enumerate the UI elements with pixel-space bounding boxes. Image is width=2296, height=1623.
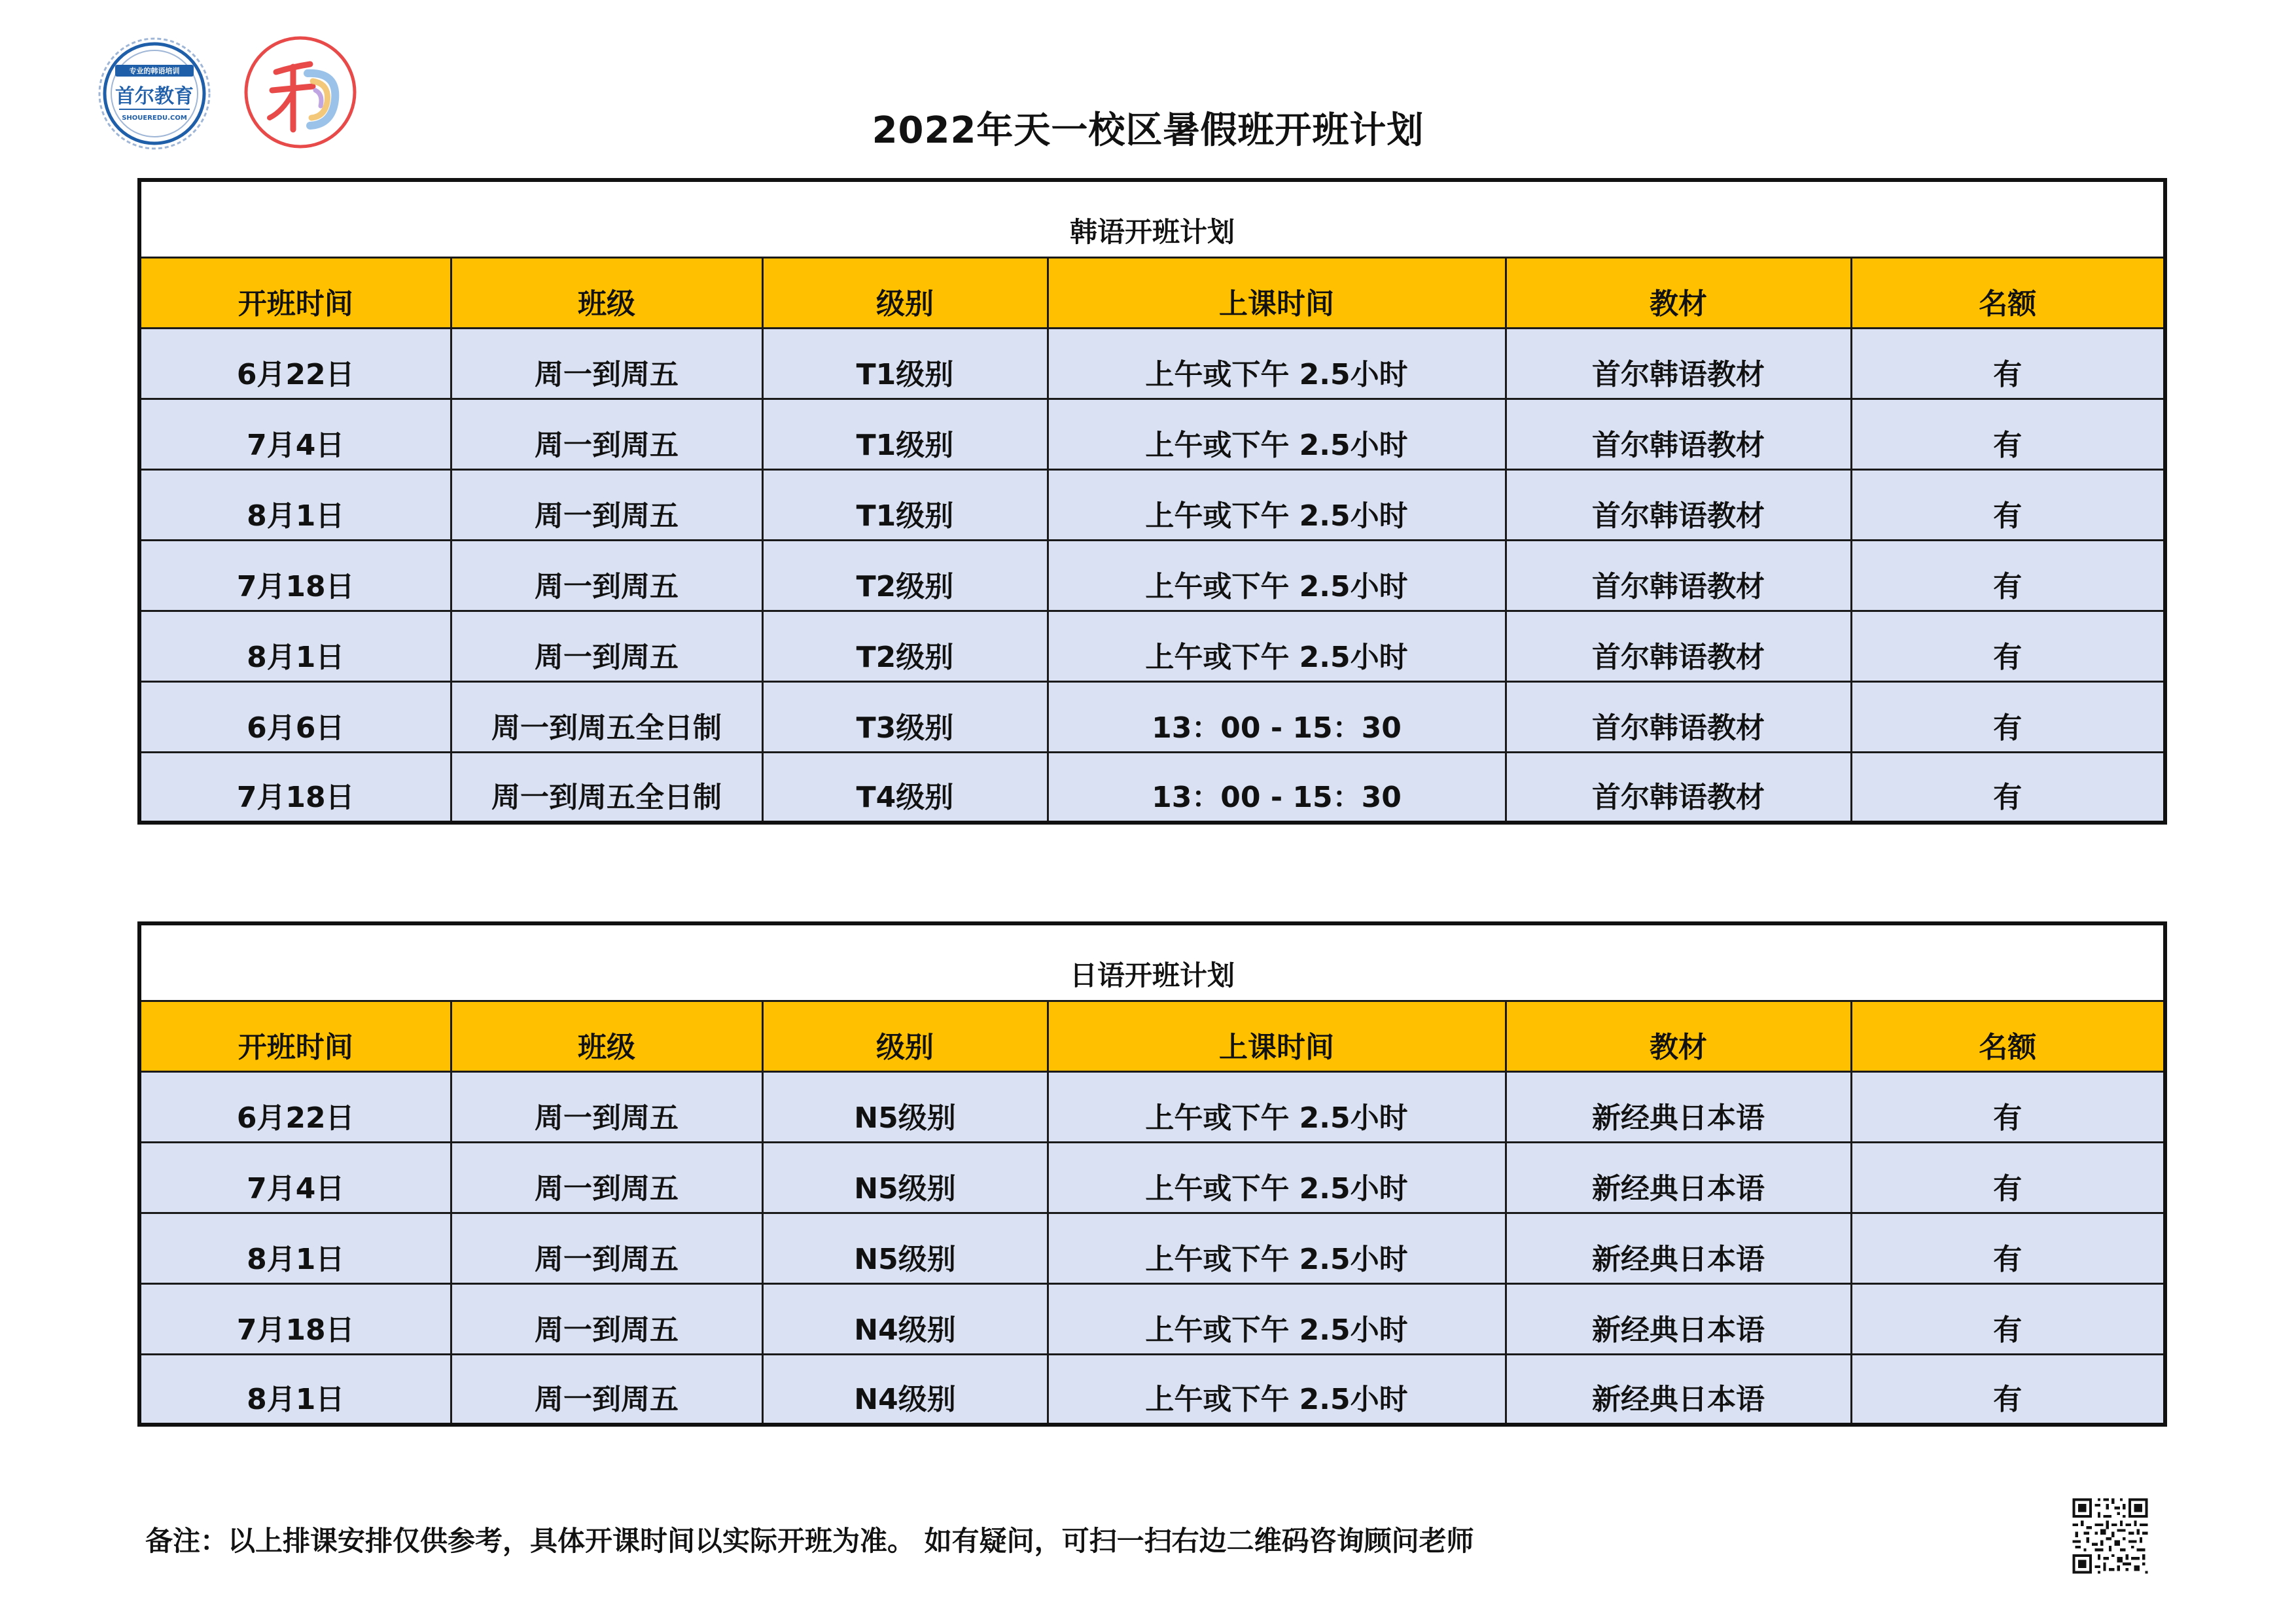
svg-text:首尔教育: 首尔教育 xyxy=(115,85,194,108)
cell-level: T1级别 xyxy=(762,469,1048,540)
cell-level: T1级别 xyxy=(762,399,1048,469)
cell-seats: 有 xyxy=(1851,1354,2165,1425)
cell-level: T2级别 xyxy=(762,611,1048,681)
cell-class-time: 上午或下午 2.5小时 xyxy=(1048,1354,1506,1425)
cell-class-time: 上午或下午 2.5小时 xyxy=(1048,1071,1506,1142)
cell-class-time: 13：00 - 15：30 xyxy=(1048,752,1506,823)
cell-class: 周一到周五全日制 xyxy=(451,681,762,752)
column-header-textbook: 教材 xyxy=(1506,257,1851,328)
footnote: 备注：以上排课安排仅供参考，具体开课时间以实际开班为准。 如有疑问，可扫一扫右边二维码咨询顾问老师 xyxy=(145,1525,1474,1557)
cell-textbook: 新经典日本语 xyxy=(1506,1071,1851,1142)
cell-start-date: 7月4日 xyxy=(139,399,451,469)
cell-class: 周一到周五 xyxy=(451,328,762,399)
cell-seats: 有 xyxy=(1851,1071,2165,1142)
cell-class-time: 上午或下午 2.5小时 xyxy=(1048,540,1506,611)
cell-seats: 有 xyxy=(1851,469,2165,540)
column-header-start-date: 开班时间 xyxy=(139,1001,451,1071)
cell-level: N5级别 xyxy=(762,1142,1048,1213)
cell-start-date: 7月18日 xyxy=(139,752,451,823)
cell-start-date: 8月1日 xyxy=(139,611,451,681)
cell-textbook: 首尔韩语教材 xyxy=(1506,752,1851,823)
cell-textbook: 新经典日本语 xyxy=(1506,1142,1851,1213)
cell-level: N5级别 xyxy=(762,1213,1048,1283)
cell-textbook: 首尔韩语教材 xyxy=(1506,469,1851,540)
table-caption-row xyxy=(139,180,2165,257)
cell-class-time: 上午或下午 2.5小时 xyxy=(1048,611,1506,681)
column-header-seats: 名额 xyxy=(1851,1001,2165,1071)
cell-start-date: 8月1日 xyxy=(139,1354,451,1425)
korean-class-plan-table xyxy=(137,178,2167,825)
column-header-class: 班级 xyxy=(451,1001,762,1071)
cell-class-time: 上午或下午 2.5小时 xyxy=(1048,1142,1506,1213)
table-header-row xyxy=(139,1001,2165,1071)
cell-level: T1级别 xyxy=(762,328,1048,399)
cell-class: 周一到周五 xyxy=(451,399,762,469)
column-header-level: 级别 xyxy=(762,257,1048,328)
cell-class-time: 上午或下午 2.5小时 xyxy=(1048,469,1506,540)
table-row xyxy=(139,1071,2165,1142)
cell-class: 周一到周五 xyxy=(451,540,762,611)
cell-start-date: 8月1日 xyxy=(139,1213,451,1283)
japanese-class-plan-table xyxy=(137,921,2167,1427)
cell-textbook: 首尔韩语教材 xyxy=(1506,328,1851,399)
column-header-textbook: 教材 xyxy=(1506,1001,1851,1071)
cell-class: 周一到周五全日制 xyxy=(451,752,762,823)
table-caption-row xyxy=(139,923,2165,1001)
cell-seats: 有 xyxy=(1851,328,2165,399)
cell-level: N4级别 xyxy=(762,1354,1048,1425)
cell-textbook: 首尔韩语教材 xyxy=(1506,611,1851,681)
cell-textbook: 新经典日本语 xyxy=(1506,1213,1851,1283)
table-row xyxy=(139,1283,2165,1354)
column-header-start-date: 开班时间 xyxy=(139,257,451,328)
table-row xyxy=(139,399,2165,469)
cell-class-time: 13：00 - 15：30 xyxy=(1048,681,1506,752)
cell-start-date: 6月6日 xyxy=(139,681,451,752)
cell-textbook: 新经典日本语 xyxy=(1506,1354,1851,1425)
table-row xyxy=(139,1142,2165,1213)
cell-class-time: 上午或下午 2.5小时 xyxy=(1048,1213,1506,1283)
cell-textbook: 首尔韩语教材 xyxy=(1506,540,1851,611)
cell-class-time: 上午或下午 2.5小时 xyxy=(1048,1283,1506,1354)
cell-start-date: 6月22日 xyxy=(139,1071,451,1142)
cell-seats: 有 xyxy=(1851,752,2165,823)
column-header-seats: 名额 xyxy=(1851,257,2165,328)
cell-level: T3级别 xyxy=(762,681,1048,752)
cell-start-date: 7月18日 xyxy=(139,540,451,611)
cell-seats: 有 xyxy=(1851,1213,2165,1283)
page-title: 2022年天一校区暑假班开班计划 xyxy=(872,109,1424,152)
cell-class: 周一到周五 xyxy=(451,1071,762,1142)
table-caption: 韩语开班计划 xyxy=(139,180,2165,257)
cell-seats: 有 xyxy=(1851,681,2165,752)
cell-class: 周一到周五 xyxy=(451,1142,762,1213)
svg-text:SHOUEREDU.COM: SHOUEREDU.COM xyxy=(122,115,187,122)
table-row xyxy=(139,681,2165,752)
cell-textbook: 首尔韩语教材 xyxy=(1506,399,1851,469)
table-row xyxy=(139,469,2165,540)
cell-start-date: 7月4日 xyxy=(139,1142,451,1213)
cell-seats: 有 xyxy=(1851,399,2165,469)
cell-textbook: 新经典日本语 xyxy=(1506,1283,1851,1354)
cell-start-date: 7月18日 xyxy=(139,1283,451,1354)
qr-code-icon[interactable] xyxy=(2070,1495,2151,1577)
column-header-class: 班级 xyxy=(451,257,762,328)
cell-start-date: 8月1日 xyxy=(139,469,451,540)
table-row xyxy=(139,1213,2165,1283)
cell-start-date: 6月22日 xyxy=(139,328,451,399)
column-header-class-time: 上课时间 xyxy=(1048,1001,1506,1071)
cell-seats: 有 xyxy=(1851,611,2165,681)
table-header-row xyxy=(139,257,2165,328)
table-row xyxy=(139,328,2165,399)
table-row xyxy=(139,540,2165,611)
table-row xyxy=(139,611,2165,681)
table-caption: 日语开班计划 xyxy=(139,923,2165,1001)
cell-class: 周一到周五 xyxy=(451,611,762,681)
cell-seats: 有 xyxy=(1851,1142,2165,1213)
svg-text:专业的韩语培训: 专业的韩语培训 xyxy=(129,67,180,75)
cell-level: N5级别 xyxy=(762,1071,1048,1142)
cell-seats: 有 xyxy=(1851,540,2165,611)
cell-level: T2级别 xyxy=(762,540,1048,611)
column-header-level: 级别 xyxy=(762,1001,1048,1071)
cell-class-time: 上午或下午 2.5小时 xyxy=(1048,399,1506,469)
cell-class: 周一到周五 xyxy=(451,1283,762,1354)
cell-class: 周一到周五 xyxy=(451,1354,762,1425)
cell-class-time: 上午或下午 2.5小时 xyxy=(1048,328,1506,399)
table-row xyxy=(139,1354,2165,1425)
cell-level: N4级别 xyxy=(762,1283,1048,1354)
table-row xyxy=(139,752,2165,823)
cell-class: 周一到周五 xyxy=(451,1213,762,1283)
cell-seats: 有 xyxy=(1851,1283,2165,1354)
cell-class: 周一到周五 xyxy=(451,469,762,540)
column-header-class-time: 上课时间 xyxy=(1048,257,1506,328)
cell-textbook: 首尔韩语教材 xyxy=(1506,681,1851,752)
cell-level: T4级别 xyxy=(762,752,1048,823)
